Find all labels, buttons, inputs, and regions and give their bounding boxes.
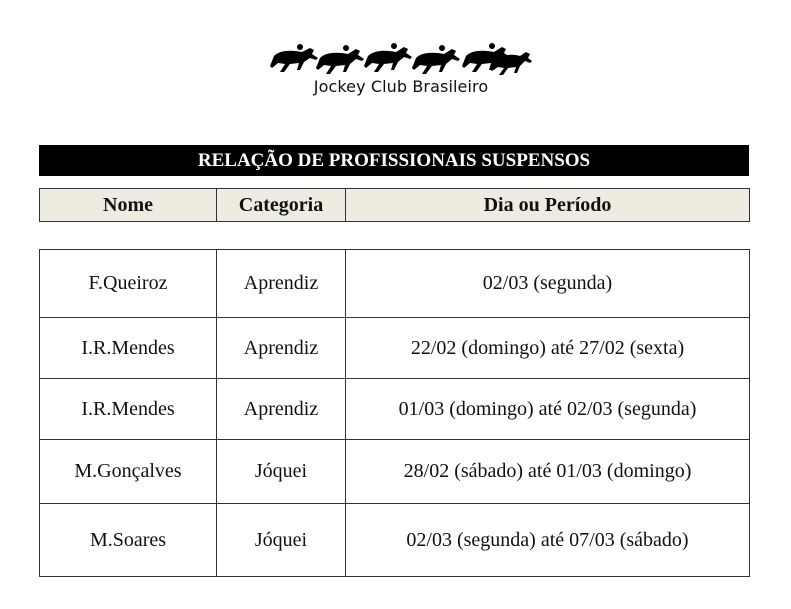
suspensions-table <box>39 249 750 577</box>
cell-nome: M.Gonçalves <box>40 440 217 504</box>
cell-categoria: Jóquei <box>217 440 346 504</box>
brand-name: Jockey Club Brasileiro <box>313 77 489 96</box>
column-header-categoria: Categoria <box>217 189 346 222</box>
table-row <box>40 504 750 577</box>
cell-categoria: Aprendiz <box>217 318 346 379</box>
cell-periodo: 28/02 (sábado) até 01/03 (domingo) <box>346 440 750 504</box>
cell-nome: I.R.Mendes <box>40 379 217 440</box>
racing-horses-logo <box>270 42 532 78</box>
cell-nome: I.R.Mendes <box>40 318 217 379</box>
cell-categoria: Aprendiz <box>217 379 346 440</box>
cell-nome: F.Queiroz <box>40 250 217 318</box>
cell-nome: M.Soares <box>40 504 217 577</box>
cell-periodo: 02/03 (segunda) até 07/03 (sábado) <box>346 504 750 577</box>
table-row <box>40 379 750 440</box>
column-header-nome: Nome <box>40 189 217 222</box>
page-title: RELAÇÃO DE PROFISSIONAIS SUSPENSOS <box>39 145 749 176</box>
cell-periodo: 01/03 (domingo) até 02/03 (segunda) <box>346 379 750 440</box>
table-row <box>40 318 750 379</box>
table-row <box>40 440 750 504</box>
cell-periodo: 02/03 (segunda) <box>346 250 750 318</box>
cell-categoria: Aprendiz <box>217 250 346 318</box>
cell-categoria: Jóquei <box>217 504 346 577</box>
cell-periodo: 22/02 (domingo) até 27/02 (sexta) <box>346 318 750 379</box>
column-header-table <box>39 188 750 222</box>
table-row <box>40 250 750 318</box>
column-header-periodo: Dia ou Período <box>346 189 750 222</box>
header-row <box>40 189 750 222</box>
